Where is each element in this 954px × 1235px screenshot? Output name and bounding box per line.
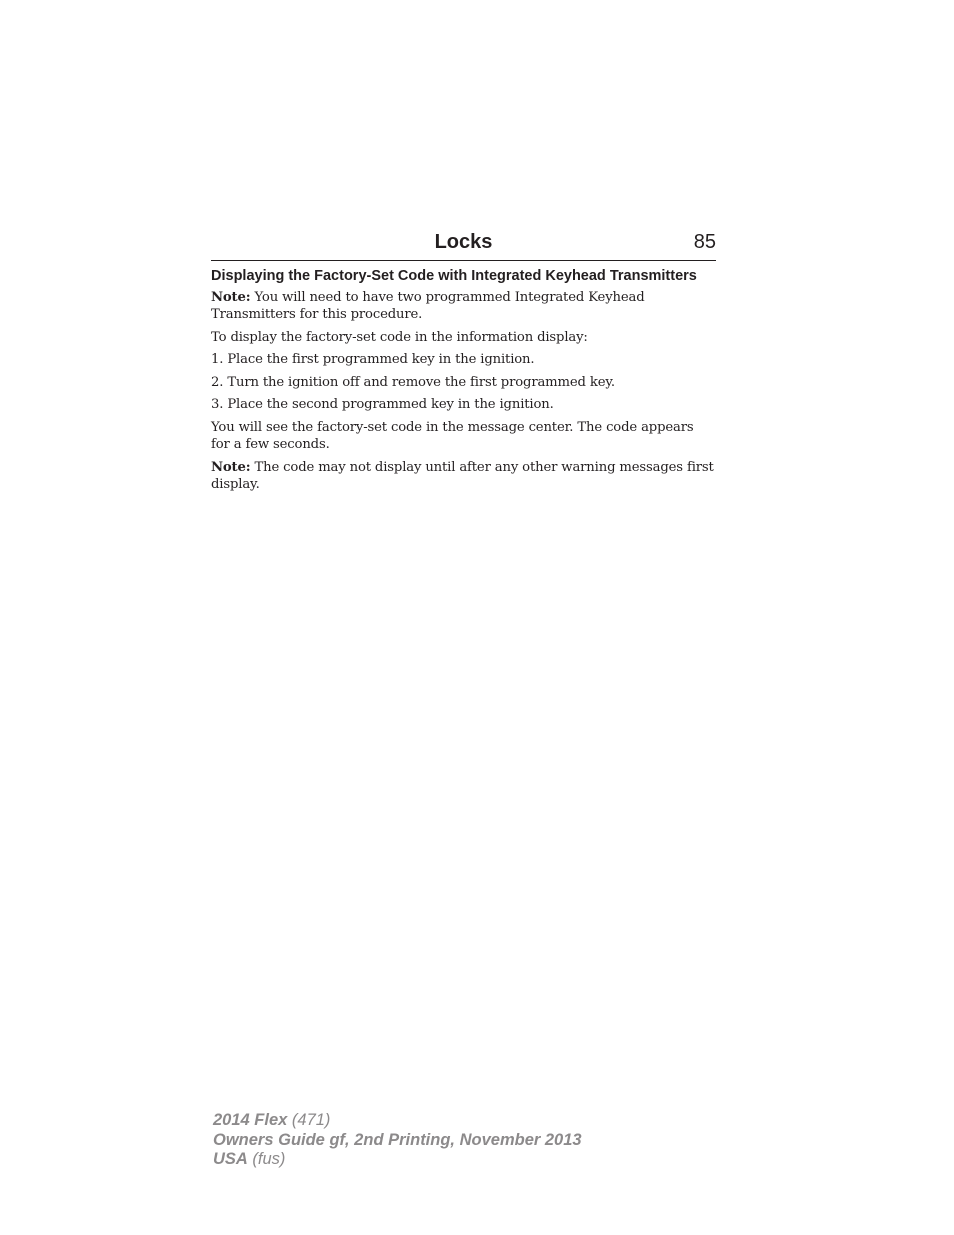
note-paragraph-2 bbox=[211, 459, 716, 494]
section-heading: Displaying the Factory-Set Code with Integrated Keyhead Transmitters bbox=[211, 268, 697, 284]
note-text: You will need to have two programmed Integrated Keyhead Transmitters for this procedure. bbox=[211, 289, 645, 322]
footer-guide: Owners Guide gf, 2nd Printing, November 2013 bbox=[213, 1130, 582, 1149]
step-3: 3. Place the second programmed key in the ignition. bbox=[211, 397, 554, 412]
result-paragraph: You will see the factory-set code in the message center. The code appears for a few seconds. bbox=[211, 419, 694, 452]
footer-market: USA bbox=[213, 1150, 248, 1168]
note-text: The code may not display until after any other warning messages first display. bbox=[211, 459, 714, 492]
footer-market-code: (fus) bbox=[247, 1150, 286, 1168]
note-label: Note: bbox=[211, 459, 251, 475]
page-header bbox=[211, 229, 716, 261]
note-label: Note: bbox=[211, 289, 251, 305]
chapter-title: Locks bbox=[434, 231, 493, 253]
footer-model: 2014 Flex bbox=[213, 1111, 288, 1129]
step-2: 2. Turn the ignition off and remove the first programmed key. bbox=[211, 374, 615, 390]
note-paragraph-1 bbox=[211, 289, 716, 324]
intro-paragraph: To display the factory-set code in the information display: bbox=[211, 329, 588, 345]
page-content bbox=[211, 268, 716, 499]
footer-market-line bbox=[213, 1150, 582, 1170]
page-footer bbox=[213, 1111, 582, 1170]
footer-model-code: (471) bbox=[287, 1111, 331, 1129]
step-1: 1. Place the first programmed key in the ignition. bbox=[211, 352, 535, 367]
footer-model-line bbox=[213, 1111, 582, 1131]
page-number: 85 bbox=[693, 231, 716, 253]
